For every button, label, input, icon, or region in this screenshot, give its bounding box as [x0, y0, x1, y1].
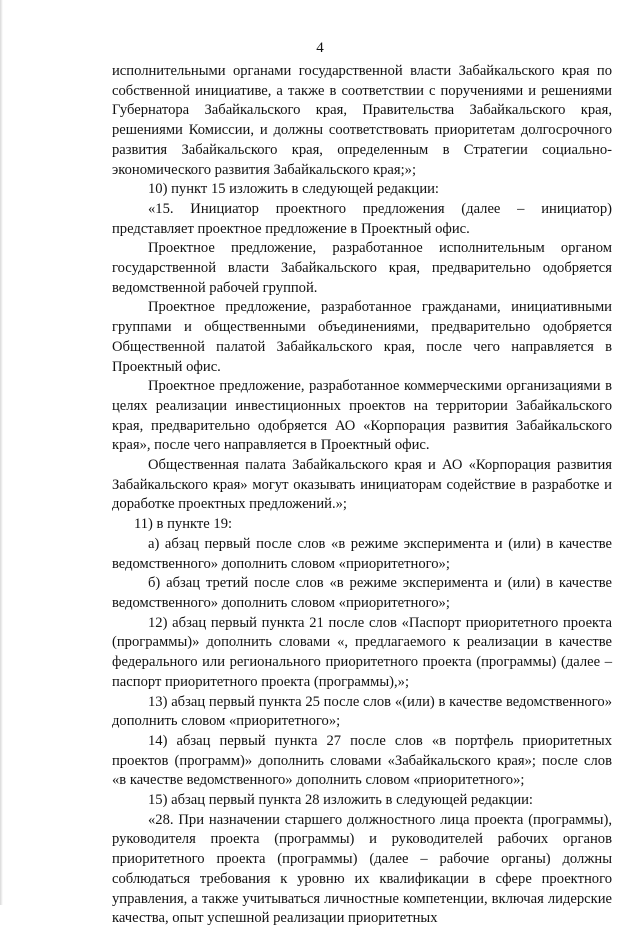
- paragraph-clause-28: «28. При назначении старшего должностного лица проекта (программы), руководителя проекта (программы) и руководителей рабочих органов приоритетного проекта (программы) (далее – рабочие органы) должны соблюдаться требования к уровню их квалификации в сфере проектного управления, а также учитываться личностные компетенции, включая лидерские качества, опыт успешной реализации приоритетных: [112, 811, 612, 927]
- paragraph-clause-15: «15. Инициатор проектного предложения (далее – инициатор) представляет проектное предложение в Проектный офис.: [112, 200, 612, 237]
- scan-edge-shadow: [0, 0, 3, 905]
- paragraph-clause-15-commercial: Проектное предложение, разработанное коммерческими организациями в целях реализации инвестиционных проектов на территории Забайкальского края, предварительно одобряется АО «Корпорация развития Забайкальского края», после чего направляется в Проектный офис.: [112, 378, 612, 454]
- paragraph-clause-15-assistance: Общественная палата Забайкальского края и АО «Корпорация развития Забайкальского края» могут оказывать инициаторам содействие в разработке и доработке проектных предложений.»;: [112, 457, 612, 513]
- paragraph-continuation: исполнительными органами государственной власти Забайкальского края по собственной инициативе, а также в соответствии с поручениями и решениями Губернатора Забайкальского края, Правительства Забайкальского края, решениями Комиссии, и должны соответствовать приоритетам долгосрочного развития Забайкальского края, определенным в Стратегии социально-экономического развития Забайкальского края;»;: [112, 63, 612, 178]
- document-body: [112, 62, 612, 929]
- page-number: 4: [316, 40, 324, 56]
- paragraph-item-11: 11) в пункте 19:: [134, 516, 233, 533]
- paragraph-item-15: 15) абзац первый пункта 28 изложить в следующей редакции:: [148, 792, 533, 809]
- paragraph-item-11b: б) абзац третий после слов «в режиме эксперимента и (или) в качестве ведомственного» дополнить словом «приоритетного»;: [112, 575, 612, 611]
- paragraph-item-14: 14) абзац первый пункта 27 после слов «в портфель приоритетных проектов (программ)» дополнить словами «Забайкальского края»; после слов «в качестве ведомственного» дополнить словом «приоритетного»;: [112, 732, 612, 789]
- paragraph-clause-15-executive: Проектное предложение, разработанное исполнительным органом государственной власти Забайкальского края, предварительно одобряется ведомственной рабочей группой.: [112, 240, 612, 296]
- paragraph-item-12: 12) абзац первый пункта 21 после слов «Паспорт приоритетного проекта (программы)» дополнить словами «, предлагаемого к реализации в качестве федерального или регионального приоритетного проекта (программы) (далее – паспорт приоритетного проекта (программы),»;: [112, 614, 612, 690]
- paragraph-item-13: 13) абзац первый пункта 25 после слов «(или) в качестве ведомственного» дополнить словом «приоритетного»;: [112, 693, 612, 730]
- paragraph-item-11a: а) абзац первый после слов «в режиме эксперимента и (или) в качестве ведомственного» дополнить словом «приоритетного»;: [112, 535, 612, 572]
- paragraph-clause-15-citizens: Проектное предложение, разработанное гражданами, инициативными группами и общественными объединениями, предварительно одобряется Общественной палатой Забайкальского края, после чего направляется в Проектный офис.: [112, 299, 612, 375]
- paragraph-item-10: 10) пункт 15 изложить в следующей редакции:: [148, 181, 439, 198]
